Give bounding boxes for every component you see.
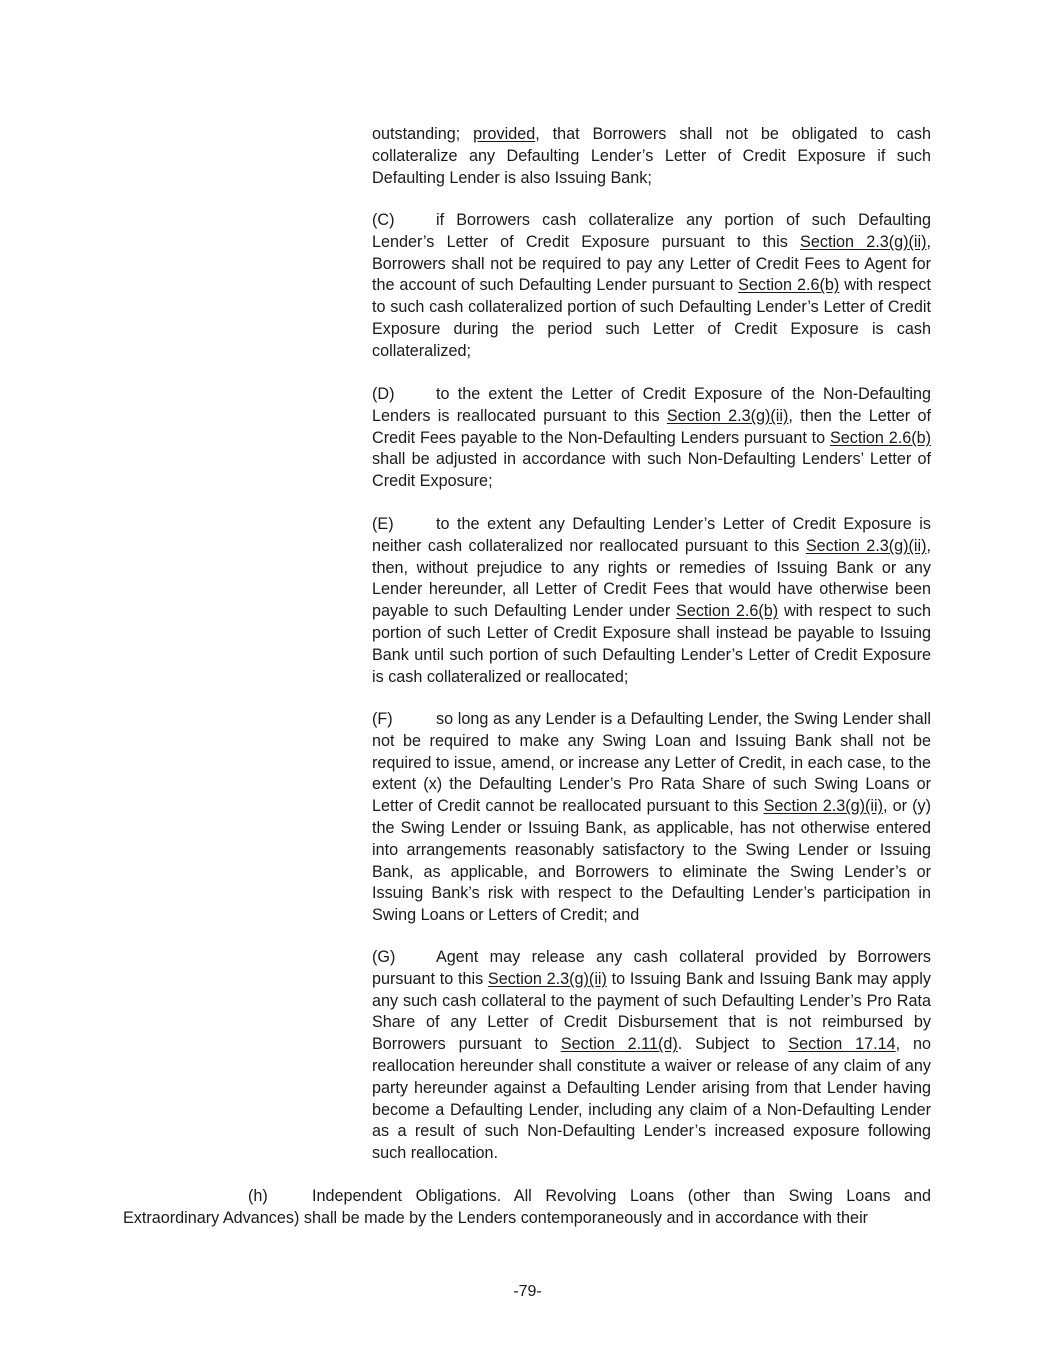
section-h-label: (h)	[248, 1187, 268, 1205]
item-label: (E)	[372, 515, 394, 533]
section-reference: Section 2.3(g)(ii)	[763, 797, 883, 816]
item-text: Agent may release any cash collateral provided by Borrowers pursuant to this	[372, 948, 931, 988]
item-text: , then the Letter of Credit Fees payable to the Non-Defaulting Lenders pursuant to	[372, 406, 931, 447]
item-text: to the extent any Defaulting Lender’s Letter of Credit Exposure is neither cash collateralized nor reallocated pursuant to this	[372, 515, 931, 555]
item-text: shall be adjusted in accordance with such Non-Defaulting Lenders’ Letter of Credit Exposure;	[372, 450, 931, 491]
provided-term: provided	[473, 125, 536, 143]
item-e	[372, 514, 931, 688]
continuation-text-1: outstanding;	[372, 125, 474, 143]
item-g	[372, 947, 931, 1165]
item-text: with respect to such cash collateralized portion of such Defaulting Lender’s Letter of Credit Exposure during the period such Letter of Credit Exposure is cash collateralized;	[372, 276, 931, 360]
section-h-text: All Revolving Loans (other than Swing Loans and Extraordinary Advances) shall be made by the Lenders contemporaneously and in accordance with their	[123, 1187, 932, 1227]
item-c	[372, 210, 931, 363]
section-reference: Section 2.3(g)(ii)	[487, 969, 607, 988]
item-label: (F)	[372, 710, 393, 728]
item-label: (G)	[372, 948, 396, 966]
item-text: , then, without prejudice to any rights or remedies of Issuing Bank or any Lender hereunder, all Letter of Credit Fees that would have otherwise been payable to such Defaulting Lender under	[372, 536, 931, 621]
section-reference: Section 2.6(b)	[676, 602, 779, 621]
item-text: if Borrowers cash collateralize any portion of such Defaulting Lender’s Letter of Credit Exposure pursuant to this	[372, 211, 931, 251]
item-text: with respect to such portion of such Letter of Credit Exposure shall instead be payable to Issuing Bank until such portion of such Defaulting Lender’s Letter of Credit Exposure is cash collateralized or reallocated;	[372, 602, 931, 686]
section-reference: Section 2.6(b)	[738, 276, 840, 295]
item-text: , Borrowers shall not be required to pay any Letter of Credit Fees to Agent for the account of such Defaulting Lender pursuant to	[372, 232, 931, 295]
item-text: , no reallocation hereunder shall constitute a waiver or release of any claim of any party hereunder against a Defaulting Lender arising from that Lender having become a Defaulting Lender, including any claim of a Non-Defaulting Lender as a result of such Non-Defaulting Lender’s increased exposure following such reallocation.	[372, 1035, 932, 1163]
section-h	[123, 1186, 931, 1230]
section-reference: Section 2.6(b)	[829, 428, 932, 447]
section-reference: Section 2.3(g)(ii)	[666, 406, 789, 425]
item-d	[372, 384, 931, 493]
item-text: so long as any Lender is a Defaulting Lender, the Swing Lender shall not be required to make any Swing Loan and Issuing Bank shall not be required to issue, amend, or increase any Letter of Credit, in each case, to the extent (x) the Defaulting Lender’s Pro Rata Share of such Swing Loans or Letter of Credit cannot be reallocated pursuant to this	[372, 710, 931, 816]
item-text: , or (y) the Swing Lender or Issuing Bank, as applicable, has not otherwise entered into arrangements reasonably satisfactory to the Swing Lender or Issuing Bank, as applicable, and Borrowers to eliminate the Swing Lender’s or Issuing Bank’s risk with respect to the Defaulting Lender’s participation in Swing Loans or Letters of Credit; and	[372, 797, 931, 925]
section-reference: Section 2.3(g)(ii)	[800, 232, 927, 251]
section-reference: Section 2.3(g)(ii)	[805, 536, 927, 555]
section-reference: Section 2.11(d)	[560, 1035, 678, 1054]
section-reference: Section 17.14	[788, 1035, 896, 1054]
page-number: -79-	[513, 1283, 542, 1300]
item-text: to the extent the Letter of Credit Exposure of the Non-Defaulting Lenders is reallocated pursuant to this	[372, 385, 931, 425]
item-f	[372, 709, 931, 927]
continuation-paragraph	[372, 124, 931, 189]
item-text: to Issuing Bank and Issuing Bank may apply any such cash collateral to the payment of such Defaulting Lender’s Pro Rata Share of any Letter of Credit Disbursement that is not reimbursed by Borrowers pursuant to	[372, 969, 931, 1054]
section-h-heading: Independent Obligations.	[312, 1187, 502, 1205]
item-label: (D)	[372, 385, 395, 403]
item-text: . Subject to	[677, 1035, 789, 1054]
item-label: (C)	[372, 211, 395, 229]
continuation-text-2: , that Borrowers shall not be obligated to cash collateralize any Defaulting Lender’s Letter of Credit Exposure if such Defaulting Lender is also Issuing Bank;	[372, 125, 932, 187]
